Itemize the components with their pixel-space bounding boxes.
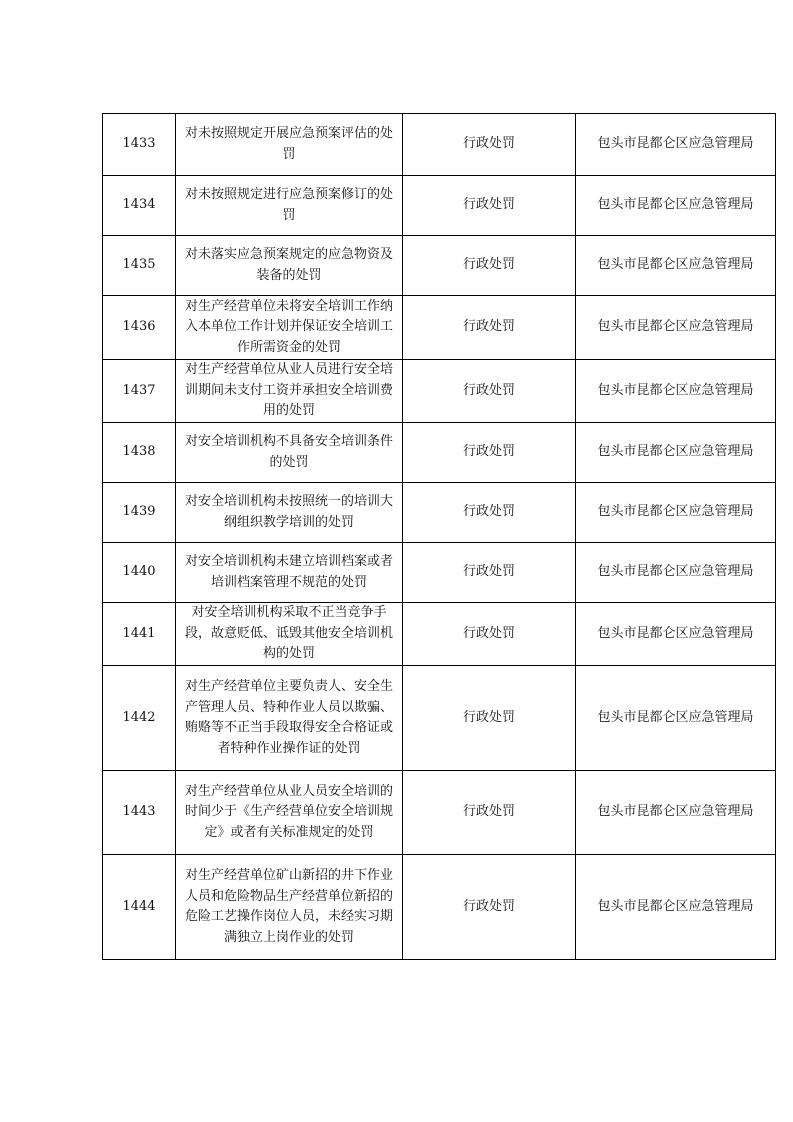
row-number: 1441 bbox=[103, 603, 176, 666]
row-number: 1434 bbox=[103, 176, 176, 236]
implementing-department: 包头市昆都仑区应急管理局 bbox=[576, 236, 776, 296]
item-type: 行政处罚 bbox=[403, 423, 576, 483]
table-row bbox=[103, 296, 776, 360]
item-type: 行政处罚 bbox=[403, 855, 576, 960]
row-number: 1444 bbox=[103, 855, 176, 960]
row-number: 1440 bbox=[103, 543, 176, 603]
row-number: 1438 bbox=[103, 423, 176, 483]
item-name: 对生产经营单位主要负责人、安全生产管理人员、特种作业人员以欺骗、贿赂等不正当手段取得安全合格证或者特种作业操作证的处罚 bbox=[176, 666, 403, 771]
table-row bbox=[103, 114, 776, 176]
implementing-department: 包头市昆都仑区应急管理局 bbox=[576, 603, 776, 666]
table-row bbox=[103, 236, 776, 296]
item-type: 行政处罚 bbox=[403, 296, 576, 360]
item-name: 对生产经营单位从业人员进行安全培训期间未支付工资并承担安全培训费用的处罚 bbox=[176, 360, 403, 423]
item-name: 对安全培训机构未按照统一的培训大纲组织教学培训的处罚 bbox=[176, 483, 403, 543]
table-row bbox=[103, 666, 776, 771]
item-type: 行政处罚 bbox=[403, 666, 576, 771]
item-type: 行政处罚 bbox=[403, 114, 576, 176]
item-type: 行政处罚 bbox=[403, 483, 576, 543]
implementing-department: 包头市昆都仑区应急管理局 bbox=[576, 483, 776, 543]
implementing-department: 包头市昆都仑区应急管理局 bbox=[576, 176, 776, 236]
implementing-department: 包头市昆都仑区应急管理局 bbox=[576, 855, 776, 960]
item-type: 行政处罚 bbox=[403, 603, 576, 666]
implementing-department: 包头市昆都仑区应急管理局 bbox=[576, 423, 776, 483]
item-type: 行政处罚 bbox=[403, 236, 576, 296]
item-name: 对未按照规定开展应急预案评估的处罚 bbox=[176, 114, 403, 176]
item-name: 对生产经营单位从业人员安全培训的时间少于《生产经营单位安全培训规定》或者有关标准规定的处罚 bbox=[176, 771, 403, 855]
item-type: 行政处罚 bbox=[403, 360, 576, 423]
item-type: 行政处罚 bbox=[403, 543, 576, 603]
table-row bbox=[103, 483, 776, 543]
item-name: 对生产经营单位未将安全培训工作纳入本单位工作计划并保证安全培训工作所需资金的处罚 bbox=[176, 296, 403, 360]
implementing-department: 包头市昆都仑区应急管理局 bbox=[576, 543, 776, 603]
table-row bbox=[103, 855, 776, 960]
row-number: 1435 bbox=[103, 236, 176, 296]
table-row bbox=[103, 176, 776, 236]
implementing-department: 包头市昆都仑区应急管理局 bbox=[576, 666, 776, 771]
row-number: 1442 bbox=[103, 666, 176, 771]
table-row bbox=[103, 603, 776, 666]
table-row bbox=[103, 423, 776, 483]
item-name: 对生产经营单位矿山新招的井下作业人员和危险物品生产经营单位新招的危险工艺操作岗位人员，未经实习期满独立上岗作业的处罚 bbox=[176, 855, 403, 960]
item-type: 行政处罚 bbox=[403, 771, 576, 855]
item-name: 对未按照规定进行应急预案修订的处罚 bbox=[176, 176, 403, 236]
penalty-table bbox=[102, 113, 776, 960]
item-name: 对安全培训机构采取不正当竞争手段，故意贬低、诋毁其他安全培训机构的处罚 bbox=[176, 603, 403, 666]
implementing-department: 包头市昆都仑区应急管理局 bbox=[576, 296, 776, 360]
item-name: 对安全培训机构未建立培训档案或者培训档案管理不规范的处罚 bbox=[176, 543, 403, 603]
implementing-department: 包头市昆都仑区应急管理局 bbox=[576, 360, 776, 423]
implementing-department: 包头市昆都仑区应急管理局 bbox=[576, 771, 776, 855]
row-number: 1439 bbox=[103, 483, 176, 543]
table-row bbox=[103, 543, 776, 603]
row-number: 1443 bbox=[103, 771, 176, 855]
row-number: 1437 bbox=[103, 360, 176, 423]
row-number: 1436 bbox=[103, 296, 176, 360]
table-row bbox=[103, 360, 776, 423]
implementing-department: 包头市昆都仑区应急管理局 bbox=[576, 114, 776, 176]
item-name: 对安全培训机构不具备安全培训条件的处罚 bbox=[176, 423, 403, 483]
row-number: 1433 bbox=[103, 114, 176, 176]
item-name: 对未落实应急预案规定的应急物资及装备的处罚 bbox=[176, 236, 403, 296]
item-type: 行政处罚 bbox=[403, 176, 576, 236]
table-row bbox=[103, 771, 776, 855]
